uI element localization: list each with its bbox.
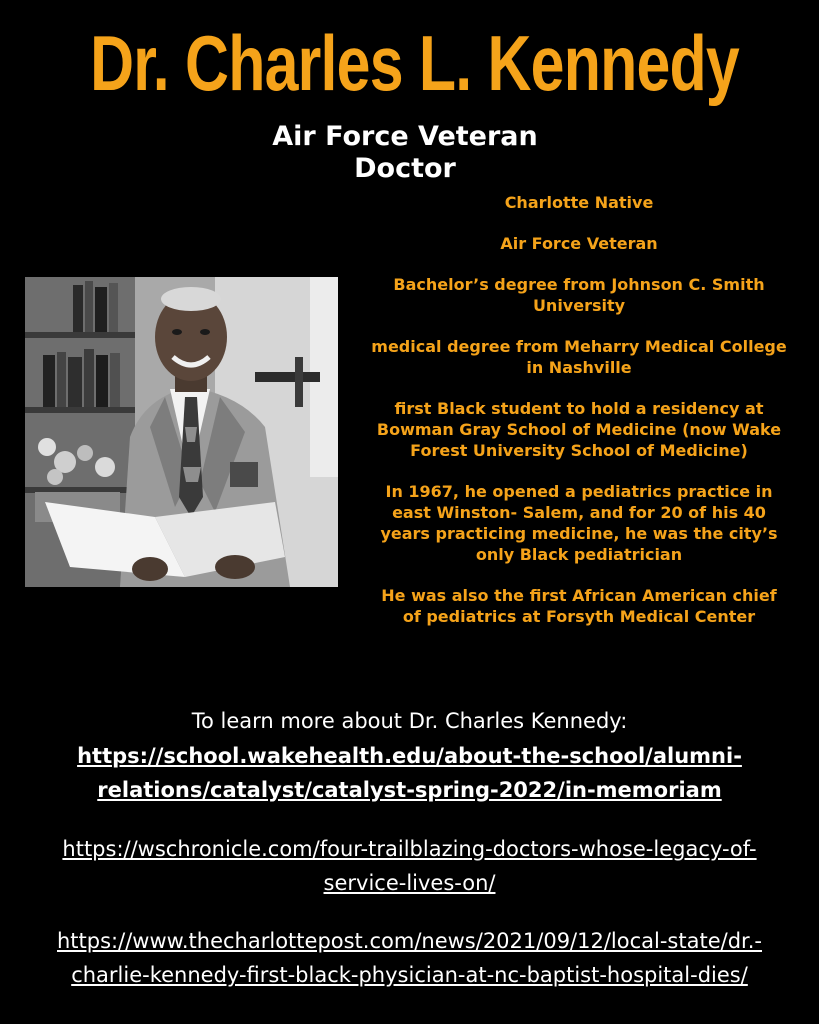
- link-charlottepost[interactable]: https://www.thecharlottepost.com/news/2021/09/12/local-state/dr.-charlie-kennedy-first-black-physician-at-nc-baptist-hospital-dies/: [57, 929, 762, 987]
- fact-item: Air Force Veteran: [500, 234, 658, 253]
- fact-item: Charlotte Native: [504, 193, 654, 212]
- portrait-photo: [25, 277, 338, 587]
- page-title: Dr. Charles L. Kennedy: [90, 19, 740, 107]
- facts-list: [370, 192, 788, 647]
- subtitle-role-veteran: Air Force Veteran: [272, 121, 538, 152]
- subtitle-role-doctor: Doctor: [354, 153, 456, 184]
- link-wakehealth[interactable]: https://school.wakehealth.edu/about-the-school/alumni-relations/catalyst/catalyst-spring-2022/in-memoriam: [77, 744, 742, 802]
- fact-item: He was also the first African American chief of pediatrics at Forsyth Medical Center: [381, 586, 777, 626]
- learn-more-intro: To learn more about Dr. Charles Kennedy:: [191, 709, 628, 733]
- fact-item: first Black student to hold a residency at Bowman Gray School of Medicine (now Wake Forest University School of Medicine): [376, 399, 782, 460]
- fact-item: Bachelor’s degree from Johnson C. Smith University: [393, 275, 765, 315]
- portrait-photo-illustration: [25, 277, 338, 587]
- fact-item: In 1967, he opened a pediatrics practice in east Winston- Salem, and for 20 of his 40 years practicing medicine, he was the city’s only Black pediatrician: [380, 482, 778, 564]
- link-wschronicle[interactable]: https://wschronicle.com/four-trailblazing-doctors-whose-legacy-of-service-lives-on/: [62, 837, 757, 895]
- fact-item: medical degree from Meharry Medical College in Nashville: [371, 337, 787, 377]
